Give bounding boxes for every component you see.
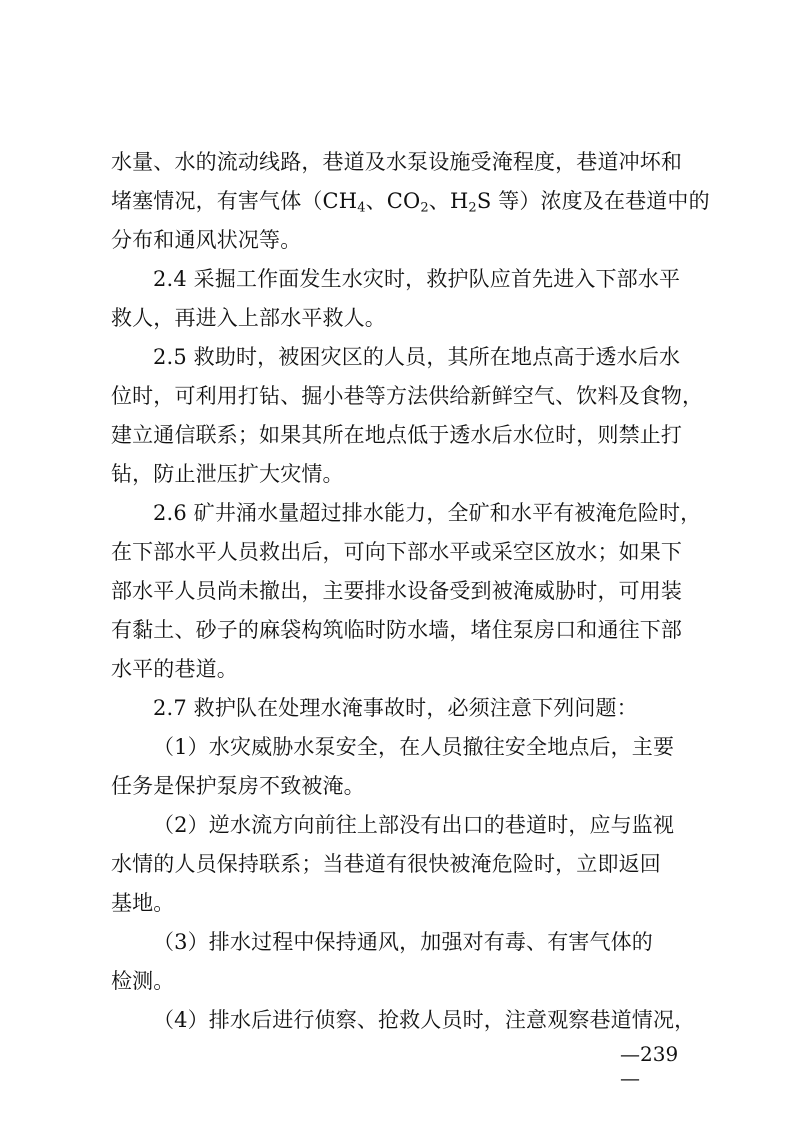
text-line-9: 钻，防止泄压扩大灾情。: [111, 462, 344, 486]
text-line-16: （1）水灾威胁水泵安全，在人员撤往安全地点后，主要: [153, 735, 675, 759]
text-line-20: 基地。: [111, 891, 175, 915]
text-line-2: [111, 189, 710, 216]
text-line-7: 位时，可利用打钻、掘小巷等方法供给新鲜空气、饮料及食物，: [111, 384, 704, 408]
text-line-4: 2.4 采掘工作面发生水灾时，救护队应首先进入下部水平: [153, 267, 681, 291]
text-line-23: （4）排水后进行侦察、抢救人员时，注意观察巷道情况，: [153, 1008, 696, 1032]
text-line-12: 部水平人员尚未撤出，主要排水设备受到被淹威胁时，可用装: [111, 579, 683, 603]
subscript-h2s: 2: [468, 200, 477, 216]
text-line-10: 2.6 矿井涌水量超过排水能力，全矿和水平有被淹危险时，: [153, 501, 702, 525]
text-line-3: 分布和通风状况等。: [111, 228, 302, 252]
text-line-21: （3）排水过程中保持通风，加强对有毒、有害气体的: [153, 930, 653, 954]
text-line-15: 2.7 救护队在处理水淹事故时，必须注意下列问题：: [153, 696, 638, 720]
text-line-8: 建立通信联系；如果其所在地点低于透水后水位时，则禁止打: [111, 423, 683, 447]
text-line-17: 任务是保护泵房不致被淹。: [111, 774, 365, 798]
text-line-2-part-3: 、H: [428, 189, 469, 213]
text-line-11: 在下部水平人员救出后，可向下部水平或采空区放水；如果下: [111, 540, 683, 564]
subscript-ch4: 4: [357, 200, 366, 216]
text-line-22: 检测。: [111, 969, 175, 993]
page-number: —239—: [620, 1042, 679, 1090]
text-line-5: 救人，再进入上部水平救人。: [111, 306, 386, 330]
text-line-14: 水平的巷道。: [111, 657, 238, 681]
text-line-18: （2）逆水流方向前往上部没有出口的巷道时，应与监视: [153, 813, 675, 837]
text-line-2-part-1: 堵塞情况，有害气体（CH: [111, 189, 358, 213]
text-line-6: 2.5 救助时，被困灾区的人员，其所在地点高于透水后水: [153, 345, 681, 369]
text-line-2-part-4: S 等）浓度及在巷道中的: [476, 189, 710, 213]
subscript-co2: 2: [420, 200, 429, 216]
text-line-19: 水情的人员保持联系；当巷道有很快被淹危险时，立即返回: [111, 852, 661, 876]
text-line-2-part-2: 、CO: [365, 189, 421, 213]
text-line-13: 有黏土、砂子的麻袋构筑临时防水墙，堵住泵房口和通往下部: [111, 618, 683, 642]
text-line-1: 水量、水的流动线路，巷道及水泵设施受淹程度，巷道冲坏和: [111, 150, 683, 174]
